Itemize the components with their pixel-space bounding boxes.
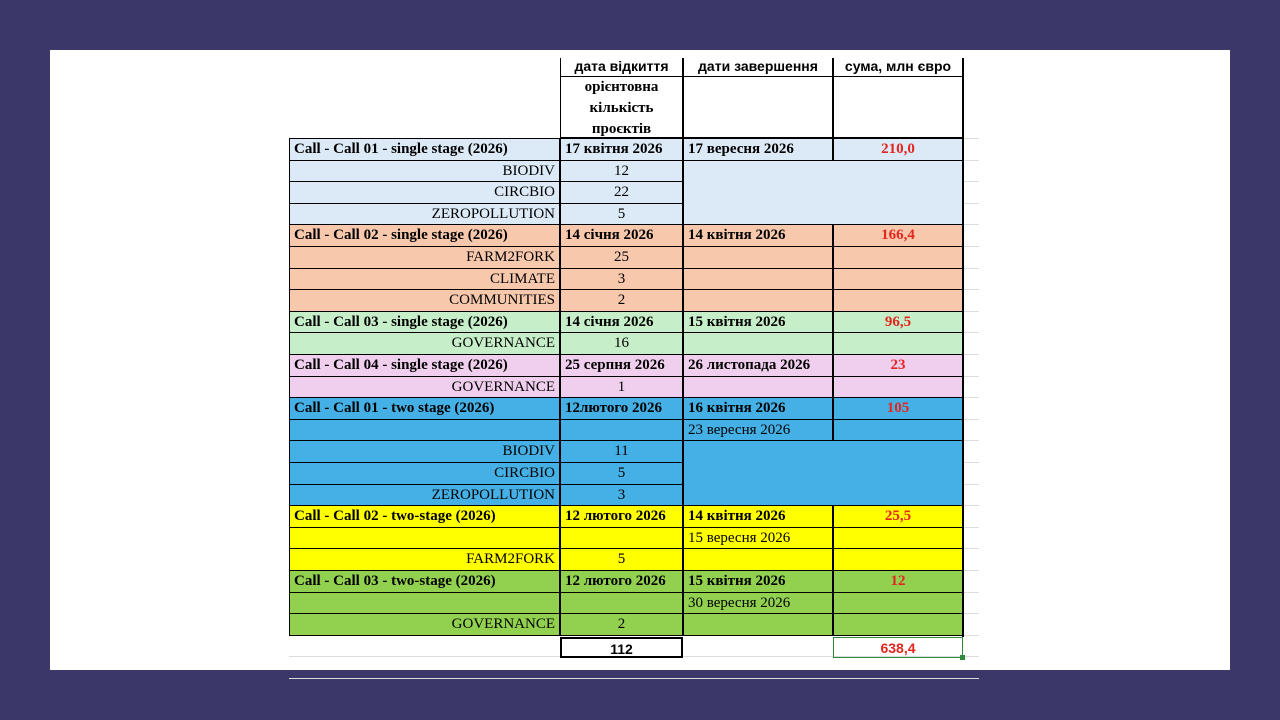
topic-label-cell[interactable]: BIODIV [289, 440, 560, 463]
topic-label-cell[interactable]: FARM2FORK [289, 246, 560, 269]
open-date-cell[interactable]: 25 серпня 2026 [560, 354, 683, 377]
end-date-cell[interactable]: 14 квітня 2026 [683, 505, 833, 528]
topic-label-cell[interactable]: FARM2FORK [289, 548, 560, 571]
amount-cell[interactable] [833, 592, 963, 615]
end-date-cell[interactable]: 23 вересня 2026 [683, 419, 833, 442]
project-count-cell[interactable]: 2 [560, 289, 683, 312]
header-amount[interactable]: сума, млн євро [833, 58, 963, 77]
project-count-cell[interactable]: 2 [560, 613, 683, 636]
end-date-cell[interactable] [683, 246, 833, 269]
project-count-cell[interactable]: 25 [560, 246, 683, 269]
topic-label-cell[interactable]: CLIMATE [289, 268, 560, 291]
open-date-cell[interactable]: 14 січня 2026 [560, 224, 683, 247]
header-empty-end[interactable] [683, 76, 833, 138]
call-title-cell[interactable]: Call - Call 01 - two stage (2026) [289, 397, 560, 420]
project-count-cell[interactable]: 5 [560, 462, 683, 485]
project-count-cell[interactable]: 3 [560, 484, 683, 507]
header-empty-amount[interactable] [833, 76, 963, 138]
amount-cell[interactable] [833, 548, 963, 571]
header-projects-count[interactable]: орієнтовна кількість проєктів [560, 76, 683, 138]
end-date-cell[interactable] [683, 268, 833, 291]
project-count-cell[interactable]: 16 [560, 332, 683, 355]
total-projects-cell[interactable]: 112 [560, 637, 683, 659]
topic-label-cell[interactable]: CIRCBIO [289, 181, 560, 204]
amount-cell[interactable]: 25,5 [833, 505, 963, 528]
end-date-cell[interactable]: 17 вересня 2026 [683, 138, 833, 161]
topic-label-cell[interactable]: ZEROPOLLUTION [289, 203, 560, 226]
end-date-cell[interactable]: 15 квітня 2026 [683, 311, 833, 334]
end-date-cell[interactable]: 14 квітня 2026 [683, 224, 833, 247]
project-count-cell[interactable]: 5 [560, 548, 683, 571]
topic-label-cell[interactable] [289, 419, 560, 442]
topic-label-cell[interactable]: BIODIV [289, 160, 560, 183]
call-title-cell[interactable]: Call - Call 03 - two-stage (2026) [289, 570, 560, 593]
end-date-cell[interactable]: 15 квітня 2026 [683, 570, 833, 593]
topic-label-cell[interactable]: GOVERNANCE [289, 332, 560, 355]
end-date-cell[interactable]: 15 вересня 2026 [683, 527, 833, 550]
open-date-cell[interactable]: 14 січня 2026 [560, 311, 683, 334]
amount-cell[interactable]: 105 [833, 397, 963, 420]
call-title-cell[interactable]: Call - Call 02 - single stage (2026) [289, 224, 560, 247]
header-open-date[interactable]: дата відкиття [560, 58, 683, 77]
selection-fill-handle[interactable] [960, 655, 965, 660]
topic-label-cell[interactable]: GOVERNANCE [289, 376, 560, 399]
amount-cell[interactable] [833, 527, 963, 550]
open-date-cell[interactable]: 12лютого 2026 [560, 397, 683, 420]
end-date-cell[interactable]: 30 вересня 2026 [683, 592, 833, 615]
amount-cell[interactable]: 96,5 [833, 311, 963, 334]
amount-cell[interactable] [833, 376, 963, 399]
amount-cell[interactable]: 210,0 [833, 138, 963, 161]
amount-cell[interactable]: 23 [833, 354, 963, 377]
open-date-cell[interactable]: 17 квітня 2026 [560, 138, 683, 161]
topic-label-cell[interactable]: COMMUNITIES [289, 289, 560, 312]
amount-cell[interactable] [833, 419, 963, 442]
call-title-cell[interactable]: Call - Call 02 - two-stage (2026) [289, 505, 560, 528]
amount-cell[interactable] [833, 246, 963, 269]
merged-empty-cell[interactable] [683, 440, 963, 506]
project-count-cell[interactable]: 3 [560, 268, 683, 291]
end-date-cell[interactable] [683, 376, 833, 399]
project-count-cell[interactable]: 22 [560, 181, 683, 204]
end-date-cell[interactable]: 26 листопада 2026 [683, 354, 833, 377]
topic-label-cell[interactable]: CIRCBIO [289, 462, 560, 485]
total-amount-cell[interactable]: 638,4 [833, 637, 963, 659]
call-title-cell[interactable]: Call - Call 01 - single stage (2026) [289, 138, 560, 161]
open-date-cell[interactable]: 12 лютого 2026 [560, 505, 683, 528]
amount-cell[interactable] [833, 613, 963, 636]
header-end-dates[interactable]: дати завершення [683, 58, 833, 77]
open-date-cell[interactable]: 12 лютого 2026 [560, 570, 683, 593]
amount-cell[interactable]: 166,4 [833, 224, 963, 247]
table-right-border [962, 58, 964, 637]
amount-cell[interactable]: 12 [833, 570, 963, 593]
amount-cell[interactable] [833, 268, 963, 291]
end-date-cell[interactable] [683, 613, 833, 636]
call-title-cell[interactable]: Call - Call 03 - single stage (2026) [289, 311, 560, 334]
merged-empty-cell[interactable] [683, 160, 963, 226]
spreadsheet-table [289, 50, 1027, 665]
project-count-cell[interactable]: 1 [560, 376, 683, 399]
project-count-cell[interactable]: 11 [560, 440, 683, 463]
topic-label-cell[interactable] [289, 527, 560, 550]
topic-label-cell[interactable]: ZEROPOLLUTION [289, 484, 560, 507]
gridline [289, 678, 979, 679]
end-date-cell[interactable]: 16 квітня 2026 [683, 397, 833, 420]
amount-cell[interactable] [833, 332, 963, 355]
topic-label-cell[interactable] [289, 592, 560, 615]
project-count-cell[interactable] [560, 592, 683, 615]
end-date-cell[interactable] [683, 289, 833, 312]
topic-label-cell[interactable]: GOVERNANCE [289, 613, 560, 636]
project-count-cell[interactable] [560, 419, 683, 442]
end-date-cell[interactable] [683, 548, 833, 571]
project-count-cell[interactable] [560, 527, 683, 550]
project-count-cell[interactable]: 12 [560, 160, 683, 183]
call-title-cell[interactable]: Call - Call 04 - single stage (2026) [289, 354, 560, 377]
end-date-cell[interactable] [683, 332, 833, 355]
project-count-cell[interactable]: 5 [560, 203, 683, 226]
slide-canvas [50, 50, 1230, 670]
amount-cell[interactable] [833, 289, 963, 312]
